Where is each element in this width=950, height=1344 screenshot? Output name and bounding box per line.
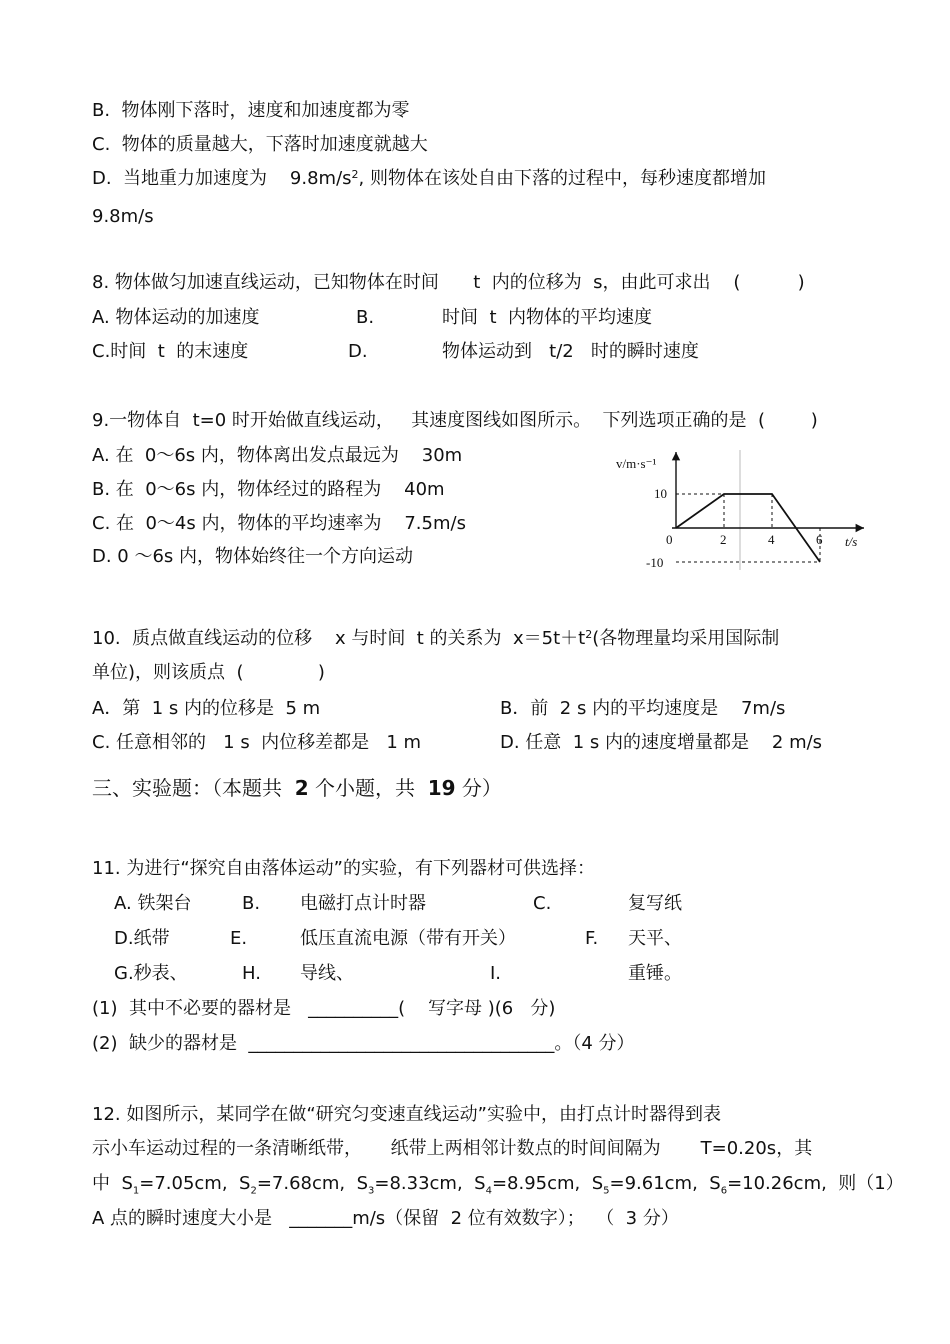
- section-title: 三、实验题：: [92, 776, 212, 800]
- q10-stem-exponent: 2: [585, 628, 593, 641]
- q8-option-b: 时间 t 内物体的平均速度: [442, 307, 652, 328]
- q8-option-a: A. 物体运动的加速度: [92, 307, 260, 328]
- q11-part-2: (2) 缺少的器材是 __________________________________。（4 分）: [92, 1033, 635, 1054]
- q12-line-3-text: =8.33cm, S: [374, 1173, 486, 1194]
- section-heading: [92, 776, 502, 800]
- q8-option-b-label: B.: [356, 307, 375, 328]
- q8-stem: 8. 物体做匀加速直线运动，已知物体在时间 t 内的位移为 s，由此可求出 ( ): [92, 272, 805, 293]
- q12-line-3-text: 中 S: [92, 1173, 133, 1194]
- q12-line-3-text: =7.05cm, S: [139, 1173, 251, 1194]
- q11-item-d: D.纸带: [114, 928, 170, 949]
- q10-stem: [92, 627, 779, 651]
- q12-line-3-text: =8.95cm, S: [491, 1173, 604, 1194]
- x-tick-label: 2: [720, 532, 727, 547]
- y-tick-label: -10: [646, 555, 664, 570]
- q12-line-3-text: =7.68cm, S: [256, 1173, 368, 1194]
- q11-stem: 11. 为进行“探究自由落体运动”的实验，有下列器材可供选择：: [92, 858, 595, 879]
- q12-line-1: 12. 如图所示，某同学在做“研究匀变速直线运动”实验中，由打点计时器得到表: [92, 1104, 721, 1125]
- q11-item-f-label: F.: [585, 928, 599, 949]
- q10-option-b: B．前 2 s 内的平均速度是 7m/s: [500, 698, 786, 719]
- q11-item-e-label: E.: [230, 928, 248, 949]
- x-tick-label: 0: [666, 532, 673, 547]
- q9-stem: 9.一物体自 t=0 时开始做直线运动， 其速度图线如图所示。 下列选项正确的是 ( ): [92, 410, 818, 431]
- q8-option-d-label: D.: [348, 341, 368, 362]
- q10-option-a: A．第 1 s 内的位移是 5 m: [92, 698, 321, 719]
- q11-item-a: A. 铁架台: [114, 893, 192, 914]
- subscript: 1: [132, 1185, 140, 1197]
- x-axis-label: t/s: [845, 534, 858, 549]
- q7-option-d: [92, 167, 766, 191]
- q10-stem-text: 10. 质点做直线运动的位移 x 与时间 t 的关系为 x＝5t＋t: [92, 628, 586, 649]
- q7-option-c: C. 物体的质量越大，下落时加速度就越大: [92, 134, 428, 155]
- section-note: （本题共: [212, 776, 295, 800]
- q9-option-b: B. 在 0～6s 内，物体经过的路程为 40m: [92, 479, 445, 500]
- subscript: 5: [603, 1185, 610, 1197]
- q7-option-d-exponent: 2: [351, 168, 359, 181]
- x-tick-label: 4: [768, 532, 775, 547]
- x-tick-label: 6: [816, 532, 823, 547]
- q7-option-d-text: D. 当地重力加速度为 9.8m/s: [92, 168, 352, 189]
- q7-option-d-text-2: , 则物体在该处自由下落的过程中，每秒速度都增加: [358, 168, 766, 189]
- q11-item-c: 复写纸: [628, 893, 682, 914]
- q8-option-d: 物体运动到 t/2 时的瞬时速度: [442, 341, 699, 362]
- subscript: 6: [720, 1185, 728, 1197]
- q10-stem-text-2: (各物理量均采用国际制: [592, 628, 780, 649]
- q11-item-i-label: I.: [490, 963, 502, 984]
- q8-option-c: C.时间 t 的末速度: [92, 341, 249, 362]
- q7-option-d-continued: 9.8m/s: [92, 206, 154, 227]
- q12-line-3-text: =10.26cm, 则（1）: [727, 1173, 904, 1194]
- q11-item-e: 低压直流电源（带有开关）: [300, 928, 516, 949]
- section-total-score: 19: [427, 776, 456, 800]
- q11-part-1: (1) 其中不必要的器材是 __________( 写字母 )(6 分): [92, 998, 556, 1019]
- q10-option-d: D. 任意 1 s 内的速度增量都是 2 m/s: [500, 732, 823, 753]
- section-question-count: 2: [294, 776, 309, 800]
- q11-item-i: 重锤。: [628, 963, 682, 984]
- y-tick-label: 10: [654, 486, 667, 501]
- subscript: 3: [368, 1185, 375, 1197]
- q12-line-2: 示小车运动过程的一条清晰纸带， 纸带上两相邻计数点的时间间隔为 T=0.20s，其: [92, 1138, 813, 1159]
- y-axis-label: v/m·s⁻¹: [616, 456, 657, 471]
- subscript: 2: [250, 1185, 257, 1197]
- q11-item-f: 天平、: [628, 928, 682, 949]
- q10-stem-continued: 单位)，则该质点 ( ): [92, 662, 325, 683]
- q7-option-b: B. 物体刚下落时，速度和加速度都为零: [92, 100, 410, 121]
- q11-item-g: G.秒表、: [114, 963, 188, 984]
- q10-option-c: C. 任意相邻的 1 s 内位移差都是 1 m: [92, 732, 422, 753]
- subscript: 4: [485, 1185, 492, 1197]
- q12-line-4: A 点的瞬时速度大小是 _______m/s（保留 2 位有效数字）； （ 3 分）: [92, 1208, 679, 1229]
- q9-option-d: D. 0 ～6s 内，物体始终往一个方向运动: [92, 546, 414, 567]
- q11-item-c-label: C.: [533, 893, 552, 914]
- q11-item-h: 导线、: [300, 963, 354, 984]
- q11-item-b-label: B.: [242, 893, 261, 914]
- q9-option-c: C. 在 0～4s 内，物体的平均速率为 7.5m/s: [92, 513, 466, 534]
- q12-line-3: [92, 1172, 904, 1204]
- q12-line-3-text: =9.61cm, S: [609, 1173, 721, 1194]
- section-note-2: 个小题，共: [308, 776, 428, 800]
- velocity-time-graph: [612, 446, 874, 574]
- section-note-3: 分）: [455, 776, 502, 800]
- q11-item-b: 电磁打点计时器: [300, 893, 426, 914]
- q9-option-a: A. 在 0～6s 内，物体离出发点最远为 30m: [92, 445, 463, 466]
- q11-item-h-label: H.: [242, 963, 261, 984]
